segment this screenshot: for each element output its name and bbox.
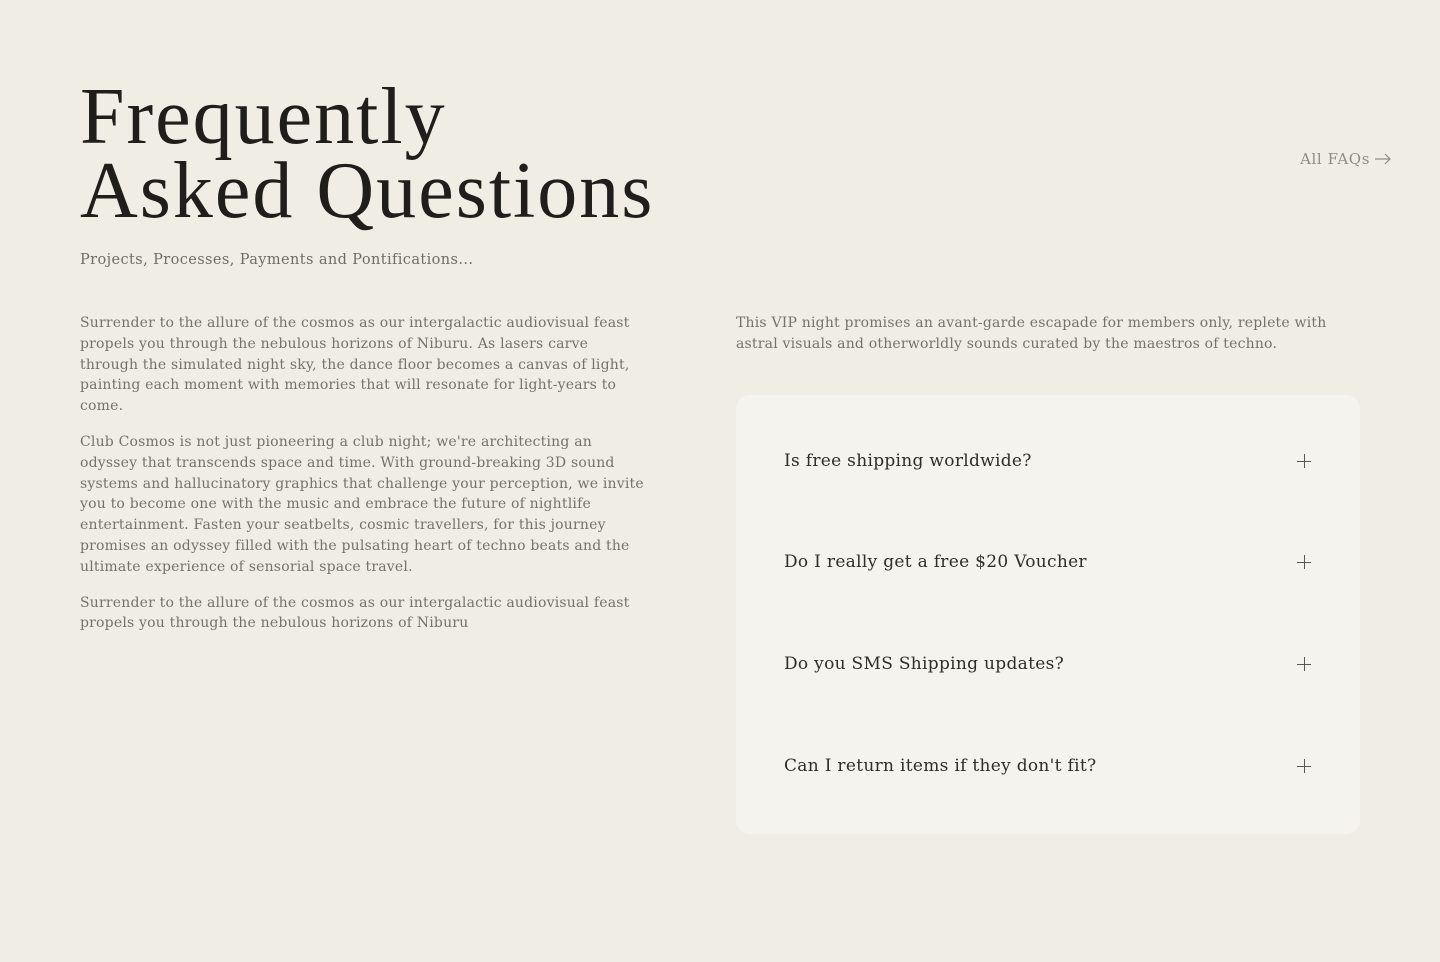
description-paragraph-2: Club Cosmos is not just pioneering a club night; we're architecting an odyssey that transcends space and time. With ground-breaking 3D sound systems and hallucinatory graphics that challenge your perception, we invite you to become one with the music and embrace the future of nightlife entertainment. Fasten your seatbelts, cosmic travellers, for this journey promises an odyssey filled with the pulsating heart of techno beats and the ultimate experience of sensorial space travel. xyxy=(80,433,644,575)
faq-item-sms-updates[interactable] xyxy=(784,644,1312,684)
arrow-right-icon xyxy=(1374,152,1392,166)
description-paragraph-3: Surrender to the allure of the cosmos as our intergalactic audiovisual feast propels you through the nebulous horizons of Niburu xyxy=(80,594,630,632)
description-paragraph-1: Surrender to the allure of the cosmos as our intergalactic audiovisual feast propels you through the nebulous horizons of Niburu. As lasers carve through the simulated night sky, the dance floor becomes a canvas of light, painting each moment with memories that will resonate for light-years to come. xyxy=(80,315,630,415)
plus-icon[interactable] xyxy=(1297,657,1311,671)
page-title-line-2: Asked Questions xyxy=(80,147,655,235)
faq-question: Can I return items if they don't fit? xyxy=(784,756,1097,776)
description-column xyxy=(80,313,644,649)
all-faqs-label: All FAQs xyxy=(1300,150,1370,168)
faq-item-free-shipping[interactable] xyxy=(784,441,1312,481)
plus-icon[interactable] xyxy=(1297,454,1311,468)
faq-item-voucher[interactable] xyxy=(784,542,1312,582)
faq-item-returns[interactable] xyxy=(784,746,1312,786)
faq-question: Is free shipping worldwide? xyxy=(784,451,1032,471)
all-faqs-link[interactable] xyxy=(1300,150,1392,168)
plus-icon[interactable] xyxy=(1297,555,1311,569)
faq-question: Do I really get a free $20 Voucher xyxy=(784,552,1087,572)
page-title xyxy=(80,73,655,235)
page-subtitle: Projects, Processes, Payments and Pontifications... xyxy=(80,252,474,268)
faq-accordion xyxy=(736,395,1360,834)
faq-intro: This VIP night promises an avant-garde escapade for members only, replete with astral visuals and otherworldly sounds curated by the maestros of techno. xyxy=(736,315,1327,352)
page-title-line-1: Frequently xyxy=(80,73,447,161)
faq-question: Do you SMS Shipping updates? xyxy=(784,654,1065,674)
plus-icon[interactable] xyxy=(1297,759,1311,773)
